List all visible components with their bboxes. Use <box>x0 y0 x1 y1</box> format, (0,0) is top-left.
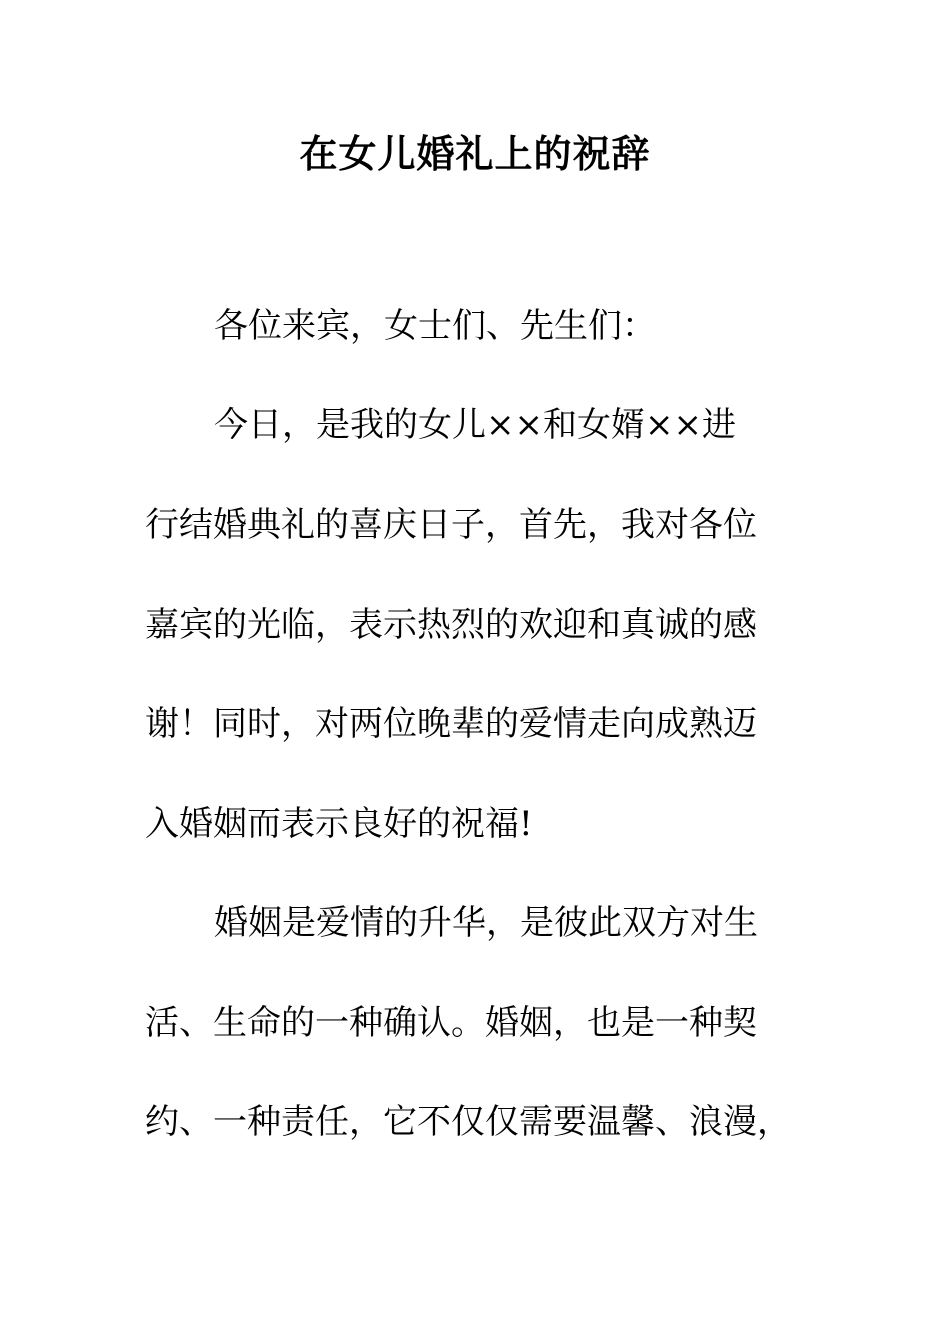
paragraph-2-line-3: 约、一种责任，它不仅仅需要温馨、浪漫， <box>145 1102 791 1142</box>
paragraph-2-line-2: 活、生命的一种确认。婚姻，也是一种契 <box>145 1003 757 1043</box>
paragraph-1-line-2: 行结婚典礼的喜庆日子，首先，我对各位 <box>145 505 757 545</box>
salutation-line: 各位来宾，女士们、先生们： <box>214 306 656 346</box>
document-title: 在女儿婚礼上的祝辞 <box>299 131 651 176</box>
paragraph-1-line-4: 谢！同时，对两位晚辈的爱情走向成熟迈 <box>145 704 757 744</box>
paragraph-2-line-1: 婚姻是爱情的升华，是彼此双方对生 <box>214 903 758 943</box>
paragraph-1-line-5: 入婚姻而表示良好的祝福! <box>145 804 533 844</box>
paragraph-1-line-3: 嘉宾的光临，表示热烈的欢迎和真诚的感 <box>145 605 757 645</box>
paragraph-1-line-1: 今日，是我的女儿××和女婿××进 <box>214 405 736 445</box>
